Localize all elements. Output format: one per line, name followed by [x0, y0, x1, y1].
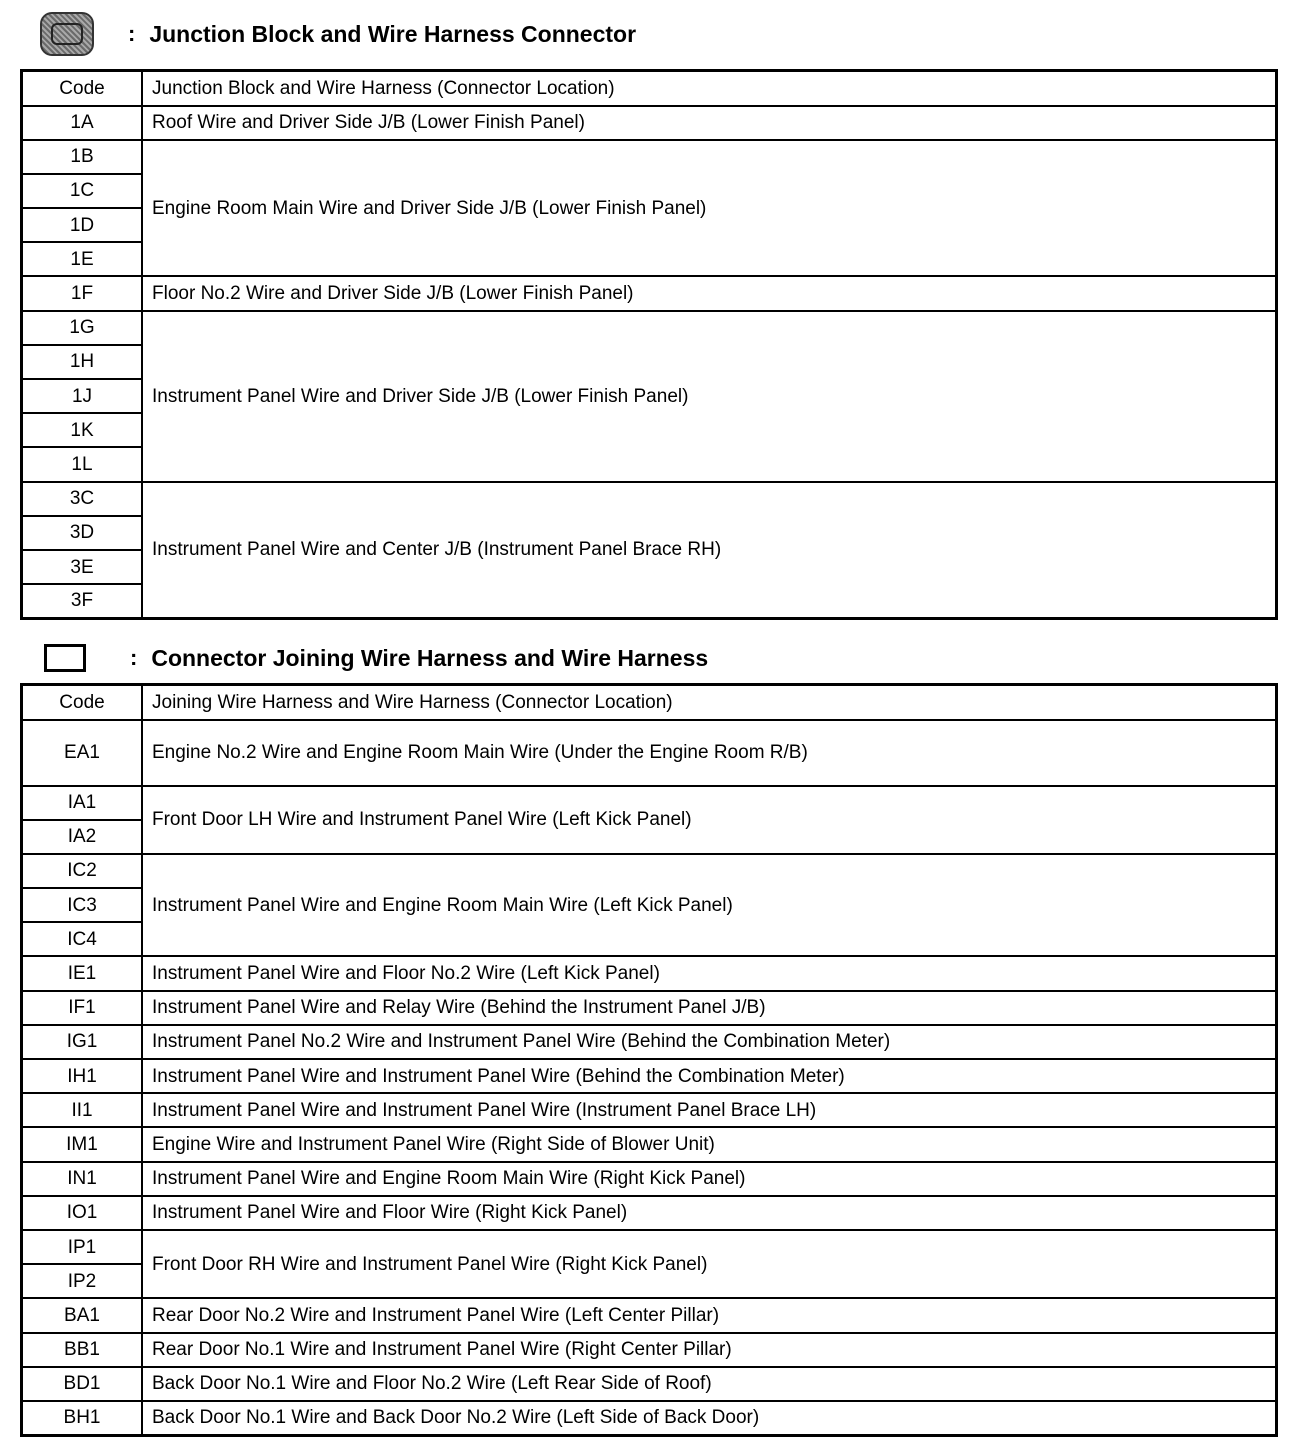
header-code: Code	[22, 71, 143, 106]
table-header-row	[22, 71, 1277, 106]
header-description: Joining Wire Harness and Wire Harness (Connector Location)	[142, 685, 1277, 720]
table-row	[22, 1298, 1277, 1332]
table-row	[22, 1230, 1277, 1264]
code-cell: 3C	[22, 482, 143, 516]
header-description: Junction Block and Wire Harness (Connector Location)	[142, 71, 1277, 106]
table-row	[22, 956, 1277, 990]
table-row	[22, 786, 1277, 820]
code-cell: EA1	[22, 720, 143, 786]
code-cell: 1H	[22, 345, 143, 379]
table-row	[22, 276, 1277, 310]
description-cell: Roof Wire and Driver Side J/B (Lower Finish Panel)	[142, 106, 1277, 140]
description-cell: Instrument Panel Wire and Relay Wire (Behind the Instrument Panel J/B)	[142, 991, 1277, 1025]
table-row	[22, 1025, 1277, 1059]
code-cell: IE1	[22, 956, 143, 990]
code-cell: BD1	[22, 1367, 143, 1401]
code-cell: 1J	[22, 379, 143, 413]
table-row	[22, 1367, 1277, 1401]
code-cell: 1K	[22, 413, 143, 447]
description-cell: Rear Door No.1 Wire and Instrument Panel Wire (Right Center Pillar)	[142, 1333, 1277, 1367]
code-cell: 1A	[22, 106, 143, 140]
section2-colon: :	[130, 645, 138, 670]
description-cell: Engine Room Main Wire and Driver Side J/B (Lower Finish Panel)	[142, 140, 1277, 277]
description-cell: Front Door RH Wire and Instrument Panel Wire (Right Kick Panel)	[142, 1230, 1277, 1298]
table-header-row	[22, 685, 1277, 720]
code-cell: 1F	[22, 276, 143, 310]
description-cell: Instrument Panel Wire and Engine Room Main Wire (Left Kick Panel)	[142, 854, 1277, 957]
code-cell: IA1	[22, 786, 143, 820]
description-cell: Engine No.2 Wire and Engine Room Main Wire (Under the Engine Room R/B)	[142, 720, 1277, 786]
code-cell: 1C	[22, 174, 143, 208]
junction-block-table	[20, 69, 1278, 620]
code-cell: IC3	[22, 888, 143, 922]
code-cell: 3E	[22, 550, 143, 584]
section1-colon: :	[128, 21, 136, 46]
description-cell: Back Door No.1 Wire and Back Door No.2 Wire (Left Side of Back Door)	[142, 1401, 1277, 1435]
table-row	[22, 482, 1277, 516]
table-row	[22, 1127, 1277, 1161]
table-row	[22, 1401, 1277, 1435]
code-cell: 1B	[22, 140, 143, 174]
description-cell: Instrument Panel Wire and Instrument Panel Wire (Instrument Panel Brace LH)	[142, 1093, 1277, 1127]
description-cell: Floor No.2 Wire and Driver Side J/B (Lower Finish Panel)	[142, 276, 1277, 310]
code-cell: 1G	[22, 311, 143, 345]
description-cell: Instrument Panel Wire and Floor Wire (Right Kick Panel)	[142, 1196, 1277, 1230]
description-cell: Instrument Panel Wire and Instrument Panel Wire (Behind the Combination Meter)	[142, 1059, 1277, 1093]
description-cell: Instrument Panel Wire and Engine Room Main Wire (Right Kick Panel)	[142, 1162, 1277, 1196]
description-cell: Rear Door No.2 Wire and Instrument Panel Wire (Left Center Pillar)	[142, 1298, 1277, 1332]
code-cell: II1	[22, 1093, 143, 1127]
code-cell: BA1	[22, 1298, 143, 1332]
code-cell: BH1	[22, 1401, 143, 1435]
code-cell: 1E	[22, 242, 143, 276]
description-cell: Instrument Panel Wire and Driver Side J/B (Lower Finish Panel)	[142, 311, 1277, 482]
table-row	[22, 106, 1277, 140]
description-cell: Instrument Panel Wire and Floor No.2 Wire (Left Kick Panel)	[142, 956, 1277, 990]
code-cell: IN1	[22, 1162, 143, 1196]
code-cell: IM1	[22, 1127, 143, 1161]
description-cell: Instrument Panel No.2 Wire and Instrument Panel Wire (Behind the Combination Meter)	[142, 1025, 1277, 1059]
section2-title: Connector Joining Wire Harness and Wire Harness	[151, 644, 709, 671]
connector-joining-table	[20, 683, 1278, 1437]
description-cell: Back Door No.1 Wire and Floor No.2 Wire (Left Rear Side of Roof)	[142, 1367, 1277, 1401]
section1-title-bar	[40, 12, 636, 56]
code-cell: IC4	[22, 922, 143, 956]
code-cell: IF1	[22, 991, 143, 1025]
code-cell: IG1	[22, 1025, 143, 1059]
table-row	[22, 1196, 1277, 1230]
code-cell: IA2	[22, 820, 143, 854]
table-row	[22, 720, 1277, 786]
code-cell: IP2	[22, 1264, 143, 1298]
section1-title: Junction Block and Wire Harness Connector	[149, 20, 637, 47]
table-row	[22, 311, 1277, 345]
description-cell: Instrument Panel Wire and Center J/B (Instrument Panel Brace RH)	[142, 482, 1277, 619]
code-cell: 3F	[22, 584, 143, 618]
section2-title-bar	[40, 636, 708, 680]
table-row	[22, 1162, 1277, 1196]
description-cell: Engine Wire and Instrument Panel Wire (Right Side of Blower Unit)	[142, 1127, 1277, 1161]
table-row	[22, 1059, 1277, 1093]
code-cell: 1D	[22, 208, 143, 242]
code-cell: IH1	[22, 1059, 143, 1093]
table-row	[22, 1093, 1277, 1127]
description-cell: Front Door LH Wire and Instrument Panel Wire (Left Kick Panel)	[142, 786, 1277, 854]
table-row	[22, 854, 1277, 888]
code-cell: IC2	[22, 854, 143, 888]
code-cell: IO1	[22, 1196, 143, 1230]
table-row	[22, 140, 1277, 174]
junction-block-symbol-icon	[40, 12, 94, 56]
connector-symbol-icon	[44, 644, 86, 672]
code-cell: BB1	[22, 1333, 143, 1367]
code-cell: 1L	[22, 447, 143, 481]
table-row	[22, 1333, 1277, 1367]
header-code: Code	[22, 685, 143, 720]
code-cell: IP1	[22, 1230, 143, 1264]
code-cell: 3D	[22, 516, 143, 550]
table-row	[22, 991, 1277, 1025]
